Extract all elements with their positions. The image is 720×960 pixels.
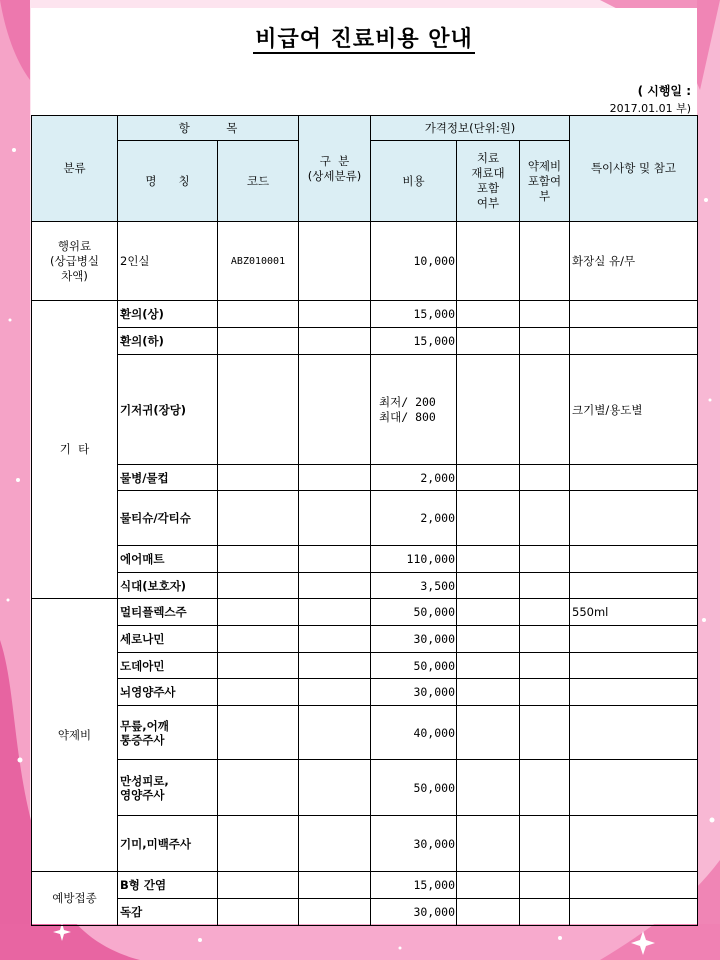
item-cost: 30,000 [371,899,457,926]
item-note [570,491,698,546]
item-code [218,355,299,465]
table-row [32,626,698,653]
item-note [570,626,698,653]
item-cost: 110,000 [371,546,457,573]
division-cell [299,465,371,491]
drug-cell [520,816,570,872]
header-item: 항 목 [118,116,299,141]
item-name: 독감 [118,899,218,926]
item-code [218,626,299,653]
material-cell [457,546,520,573]
item-cost: 3,500 [371,573,457,599]
price-table [31,115,698,926]
item-note: 화장실 유/무 [570,222,698,301]
item-name: 기저귀(장당) [118,355,218,465]
division-cell [299,491,371,546]
item-code [218,760,299,816]
division-cell [299,222,371,301]
division-cell [299,706,371,760]
drug-cell [520,465,570,491]
drug-cell [520,301,570,328]
division-cell [299,599,371,626]
header-price-info: 가격정보(단위:원) [371,116,570,141]
item-cost: 30,000 [371,679,457,706]
item-cost: 15,000 [371,301,457,328]
item-note: 550ml [570,599,698,626]
item-code [218,706,299,760]
item-name: 2인실 [118,222,218,301]
item-cost: 30,000 [371,626,457,653]
page-title: 비급여 진료비용 안내 [255,27,473,52]
header-material-included: 치료 재료대 포함 여부 [457,141,520,222]
division-cell [299,760,371,816]
item-code [218,872,299,899]
material-cell [457,491,520,546]
item-code [218,899,299,926]
item-cost: 15,000 [371,328,457,355]
item-name: 만성피로, 영양주사 [118,760,218,816]
drug-cell [520,872,570,899]
division-cell [299,899,371,926]
header-name: 명 칭 [118,141,218,222]
item-name: 기미,미백주사 [118,816,218,872]
table-row [32,465,698,491]
item-note [570,760,698,816]
division-cell [299,679,371,706]
item-note [570,872,698,899]
drug-cell [520,760,570,816]
item-note: 크기별/용도별 [570,355,698,465]
drug-cell [520,679,570,706]
table-row [32,599,698,626]
table-row [32,301,698,328]
item-name: 멀티플렉스주 [118,599,218,626]
item-name: 도데아민 [118,653,218,679]
table-row [32,573,698,599]
item-cost: 30,000 [371,816,457,872]
effective-date: 2017.01.01 부) [609,102,691,115]
item-note [570,706,698,760]
material-cell [457,706,520,760]
division-cell [299,816,371,872]
item-cost: 2,000 [371,491,457,546]
division-cell [299,355,371,465]
category-cell: 행위료 (상급병실 차액) [32,222,118,301]
item-note [570,679,698,706]
material-cell [457,626,520,653]
material-cell [457,653,520,679]
header-note: 특이사항 및 참고 [570,116,698,222]
item-note [570,301,698,328]
item-name: 환의(하) [118,328,218,355]
item-note [570,546,698,573]
division-cell [299,626,371,653]
item-note [570,816,698,872]
drug-cell [520,222,570,301]
drug-cell [520,355,570,465]
table-row [32,899,698,926]
item-code [218,816,299,872]
item-cost: 40,000 [371,706,457,760]
division-cell [299,301,371,328]
price-notice-sheet [31,8,697,924]
drug-cell [520,653,570,679]
item-code [218,546,299,573]
material-cell [457,816,520,872]
item-name: 식대(보호자) [118,573,218,599]
drug-cell [520,573,570,599]
item-note [570,573,698,599]
drug-cell [520,328,570,355]
item-code [218,679,299,706]
header-cost: 비용 [371,141,457,222]
item-name: 환의(상) [118,301,218,328]
table-row [32,653,698,679]
item-name: 무릎,어깨 통증주사 [118,706,218,760]
material-cell [457,355,520,465]
table-row [32,491,698,546]
header-category: 분류 [32,116,118,222]
division-cell [299,328,371,355]
item-name: 에어매트 [118,546,218,573]
item-note [570,899,698,926]
drug-cell [520,491,570,546]
material-cell [457,222,520,301]
table-row [32,328,698,355]
item-cost: 50,000 [371,599,457,626]
item-cost: 2,000 [371,465,457,491]
material-cell [457,599,520,626]
division-cell [299,546,371,573]
division-cell [299,573,371,599]
category-cell: 기 타 [32,301,118,599]
item-cost: 15,000 [371,872,457,899]
table-row [32,679,698,706]
item-code [218,653,299,679]
material-cell [457,573,520,599]
drug-cell [520,626,570,653]
item-cost: 50,000 [371,760,457,816]
table-row [32,816,698,872]
drug-cell [520,546,570,573]
item-note [570,465,698,491]
material-cell [457,328,520,355]
item-cost-range: 최저/ 200 최대/ 800 [371,355,457,465]
material-cell [457,760,520,816]
table-row [32,355,698,465]
item-code: ABZ010001 [218,222,299,301]
item-note [570,328,698,355]
effective-label: ( 시행일 : [637,84,691,98]
drug-cell [520,899,570,926]
category-cell: 약제비 [32,599,118,872]
table-row [32,546,698,573]
item-cost: 10,000 [371,222,457,301]
material-cell [457,899,520,926]
item-name: 뇌영양주사 [118,679,218,706]
item-code [218,301,299,328]
table-row [32,872,698,899]
item-code [218,328,299,355]
material-cell [457,301,520,328]
division-cell [299,872,371,899]
table-row [32,760,698,816]
header-drug-included: 약제비 포함여 부 [520,141,570,222]
item-name: 세로나민 [118,626,218,653]
header-division: 구 분 (상세분류) [299,116,371,222]
drug-cell [520,706,570,760]
table-row [32,706,698,760]
item-name: B형 간염 [118,872,218,899]
table-row [32,222,698,301]
item-code [218,465,299,491]
division-cell [299,653,371,679]
category-cell: 예방접종 [32,872,118,926]
material-cell [457,679,520,706]
item-note [570,653,698,679]
material-cell [457,872,520,899]
item-name: 물병/물컵 [118,465,218,491]
item-code [218,573,299,599]
item-code [218,491,299,546]
material-cell [457,465,520,491]
item-code [218,599,299,626]
item-cost: 50,000 [371,653,457,679]
header-code: 코드 [218,141,299,222]
drug-cell [520,599,570,626]
item-name: 물티슈/각티슈 [118,491,218,546]
